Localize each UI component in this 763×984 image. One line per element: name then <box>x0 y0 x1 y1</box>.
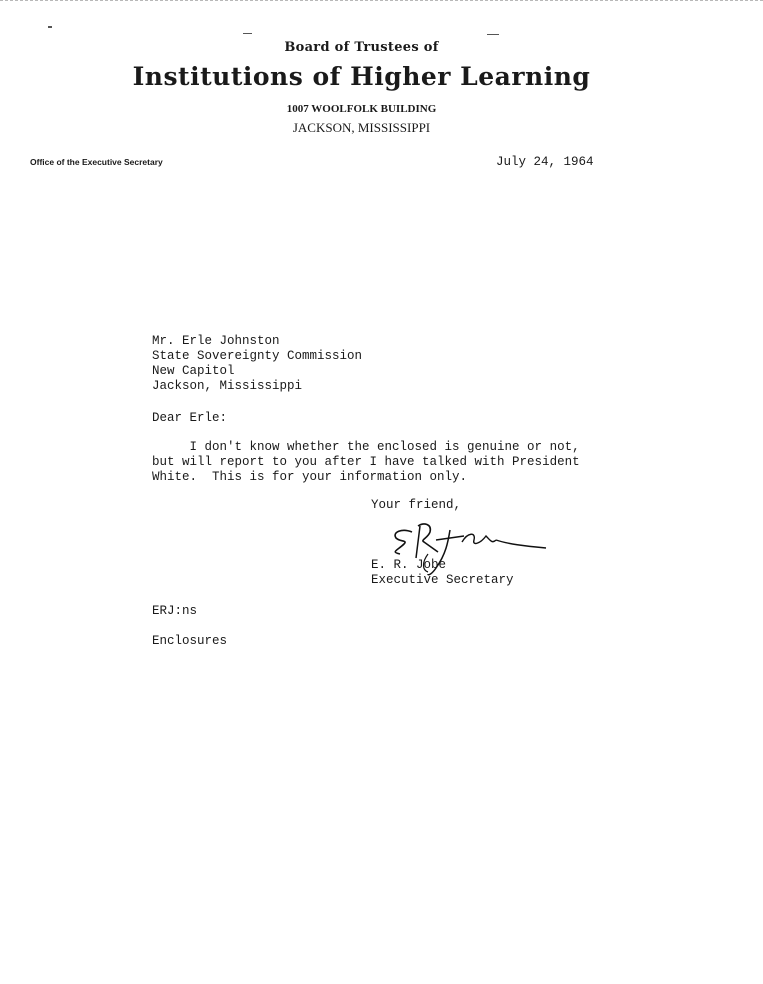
letterhead-institution: Institutions of Higher Learning <box>132 62 591 91</box>
letterhead-address-city: JACKSON, MISSISSIPPI <box>292 120 431 135</box>
scan-speck <box>487 34 499 35</box>
office-label: Office of the Executive Secretary <box>30 157 163 167</box>
typist-initials: ERJ:ns <box>152 604 198 618</box>
scan-speck <box>243 33 252 34</box>
recipient-line: Jackson, Mississippi <box>152 379 303 393</box>
body-line: I don't know whether the enclosed is genuine or not, <box>152 440 580 454</box>
letterhead-board: Board of Trustees of <box>284 40 439 55</box>
signer-name: E. R. Jobe <box>371 558 447 572</box>
enclosures-note: Enclosures <box>152 634 228 648</box>
recipient-line: New Capitol <box>152 364 235 378</box>
letter-body <box>152 440 580 485</box>
signer-title: Executive Secretary <box>371 573 514 587</box>
page-edge <box>0 0 763 1</box>
recipient-address <box>152 334 362 394</box>
recipient-line: State Sovereignty Commission <box>152 349 363 363</box>
recipient-line: Mr. Erle Johnston <box>152 334 280 348</box>
letterhead-address-street: 1007 WOOLFOLK BUILDING <box>286 103 437 115</box>
scan-speck <box>48 26 52 28</box>
body-line: White. This is for your information only. <box>152 470 468 484</box>
closing: Your friend, <box>371 498 462 512</box>
body-line: but will report to you after I have talked with President <box>152 455 580 469</box>
letter-date: July 24, 1964 <box>496 155 594 169</box>
salutation: Dear Erle: <box>152 411 228 425</box>
